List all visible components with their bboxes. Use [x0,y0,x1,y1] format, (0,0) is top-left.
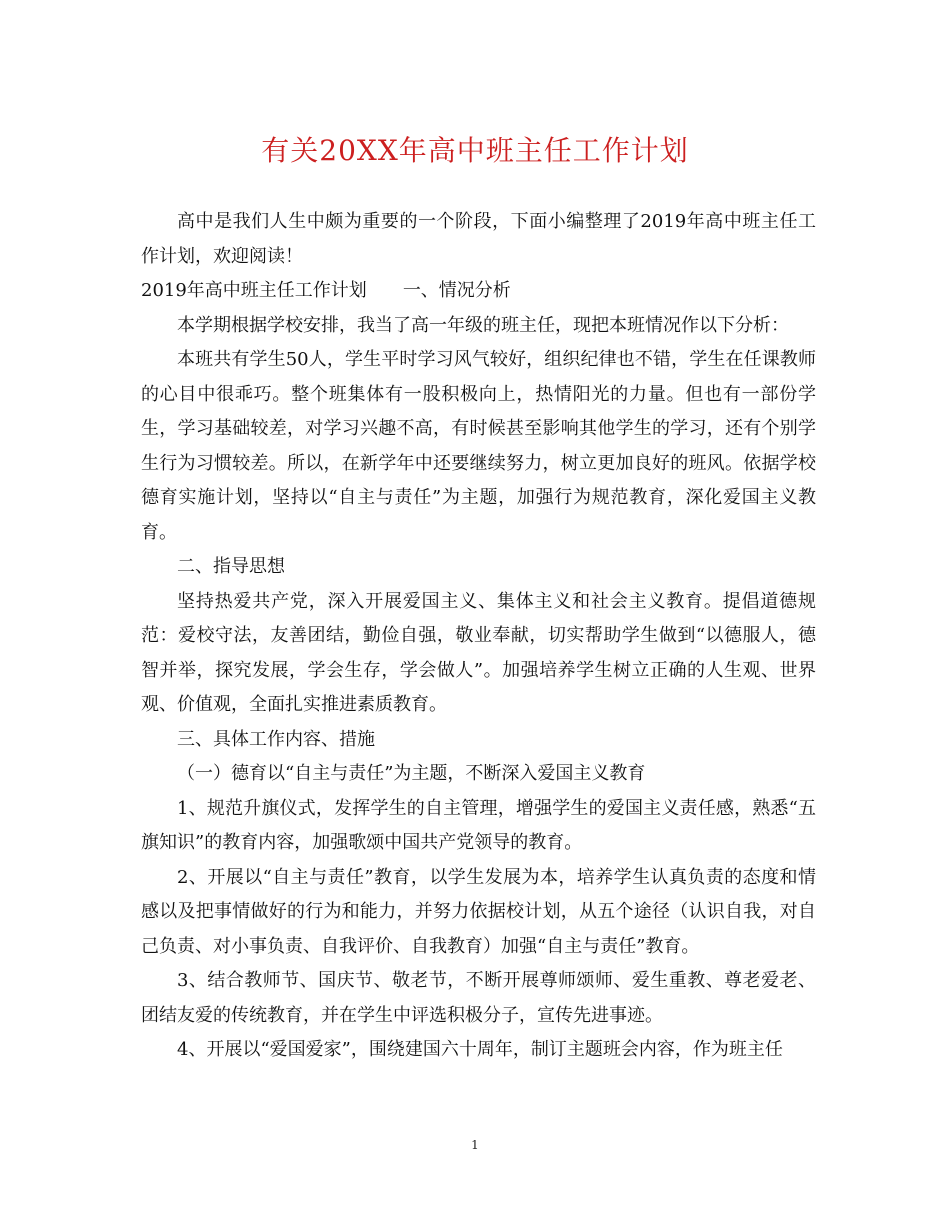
list-item-3: 3、结合教师节、国庆节、敬老节，不断开展尊师颂师、爱生重教、尊老爱老、团结友爱的传统教育，并在学生中评选积极分子，宣传先进事迹。 [141,970,816,1026]
section-one-heading: 一、情况分析 [402,280,511,301]
section-two-heading: 二、指导思想 [177,556,285,577]
paragraph-class-situation: 本班共有学生50人，学生平时学习风气较好，组织纪律也不错，学生在任课教师的心目中很乖巧。整个班集体有一股积极向上，热情阳光的力量。但也有一部份学生，学习基础较差，对学习兴趣不高，有时候甚至影响其他学生的学习，还有个别学生行为习惯较差。所以，在新学年中还要继续努力，树立更加良好的班风。依据学校德育实施计划，坚持以“自主与责任”为主题，加强行为规范教育，深化爱国主义教育。 [141,349,816,543]
list-item-2: 2、开展以“自主与责任”教育，以学生发展为本，培养学生认真负责的态度和情感以及把事情做好的行为和能力，并努力依据校计划，从五个途径（认识自我，对自己负责、对小事负责、自我评价、自我教育）加强“自主与责任”教育。 [141,866,816,957]
document-title: 有关20XX年高中班主任工作计划 [261,134,689,167]
heading-line [141,274,816,309]
paragraph-guiding-ideology: 坚持热爱共产党，深入开展爱国主义、集体主义和社会主义教育。提倡道德规范：爱校守法，友善团结，勤俭自强，敬业奉献，切实帮助学生做到“以德服人，德智并举，探究发展，学会生存，学会做人”。加强培养学生树立正确的人生观、世界观、价值观，全面扎实推进素质教育。 [141,590,816,715]
paragraph-intro: 高中是我们人生中颇为重要的一个阶段，下面小编整理了2019年高中班主任工作计划，欢迎阅读！ [141,211,816,267]
document-body [141,205,816,1068]
page-number: 1 [471,1138,479,1152]
subsection-heading-moral-education: （一）德育以“自主与责任”为主题，不断深入爱国主义教育 [177,763,646,784]
list-item-4: 4、开展以“爱国爱家”，围绕建国六十周年，制订主题班会内容，作为班主任 [177,1039,783,1060]
section-three-heading: 三、具体工作内容、措施 [177,728,375,750]
list-item-1: 1、规范升旗仪式，发挥学生的自主管理，增强学生的爱国主义责任感，熟悉“五旗知识”的教育内容，加强歌颂中国共产党领导的教育。 [141,797,816,853]
plan-title-text: 2019年高中班主任工作计划 [141,280,367,301]
paragraph-analysis-intro: 本学期根据学校安排，我当了高一年级的班主任，现把本班情况作以下分析： [177,314,789,336]
